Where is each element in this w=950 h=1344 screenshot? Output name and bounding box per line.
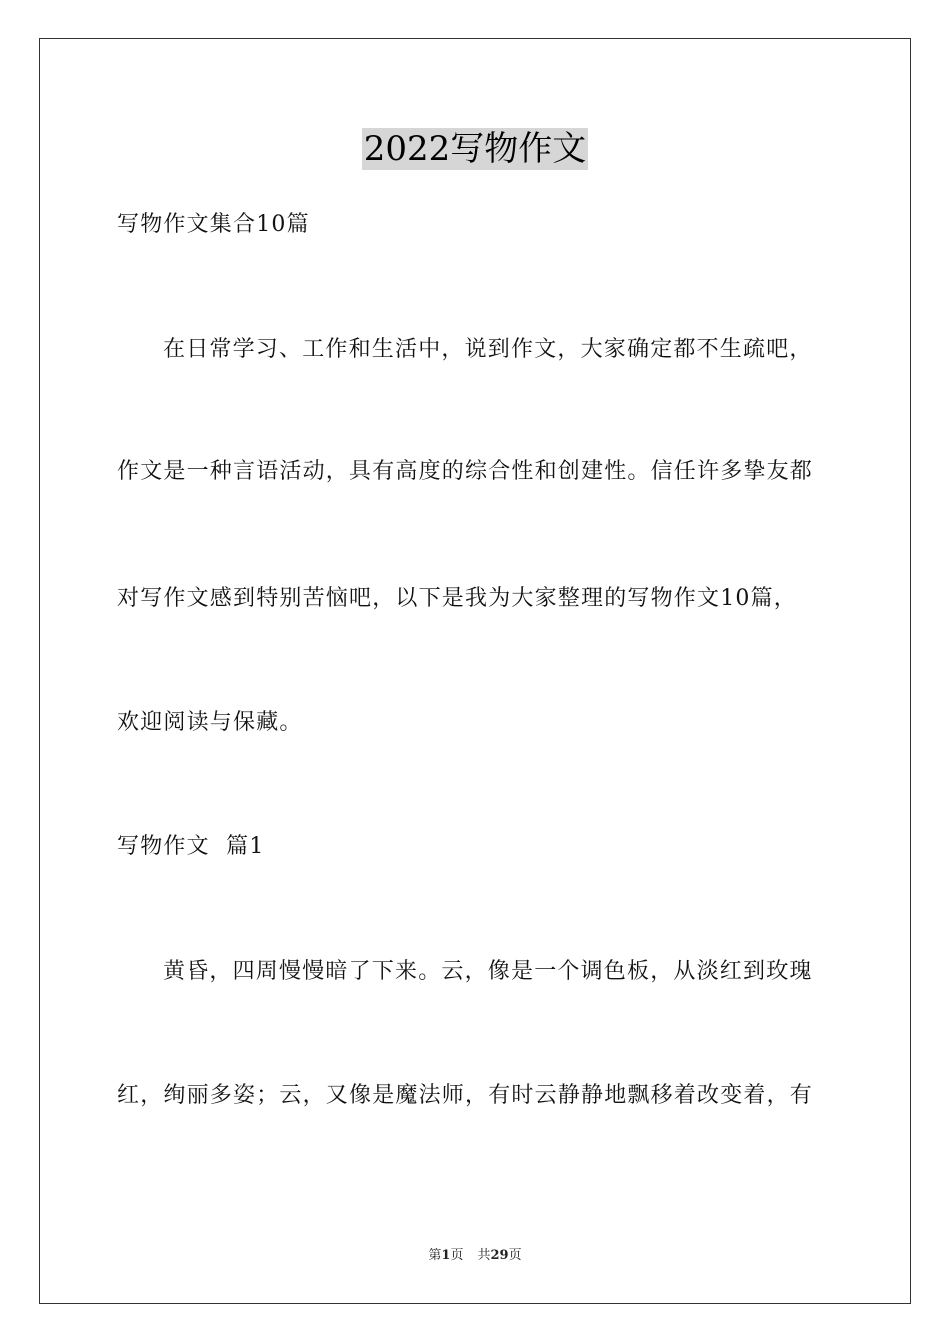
footer-page-unit: 页 [450, 1248, 464, 1263]
paragraph-line: 作文是一种言语活动，具有高度的综合性和创建性。信任许多挚友都 [117, 459, 814, 484]
page-footer [0, 1247, 950, 1265]
paragraph-line: 欢迎阅读与保藏。 [117, 710, 303, 735]
document-title: 2022写物作文 [363, 129, 587, 169]
paragraph-line: 对写作文感到特别苦恼吧，以下是我为大家整理的写物作文10篇， [117, 586, 797, 611]
section-line: 黄昏，四周慢慢暗了下来。云，像是一个调色板，从淡红到玫瑰 [163, 959, 813, 984]
document-subtitle: 写物作文集合10篇 [117, 212, 310, 237]
footer-page-total: 29 [490, 1248, 509, 1263]
section-line: 红，绚丽多姿；云，又像是魔法师，有时云静静地飘移着改变着，有 [117, 1083, 814, 1108]
footer-total-unit: 页 [508, 1248, 522, 1263]
footer-page-current: 1 [441, 1248, 451, 1263]
footer-page-prefix: 第 [428, 1248, 442, 1263]
title-container [0, 128, 950, 170]
paragraph-line: 在日常学习、工作和生活中，说到作文，大家确定都不生疏吧， [163, 337, 813, 362]
footer-total-prefix: 共 [477, 1248, 491, 1263]
section-heading: 写物作文 篇1 [117, 834, 265, 859]
